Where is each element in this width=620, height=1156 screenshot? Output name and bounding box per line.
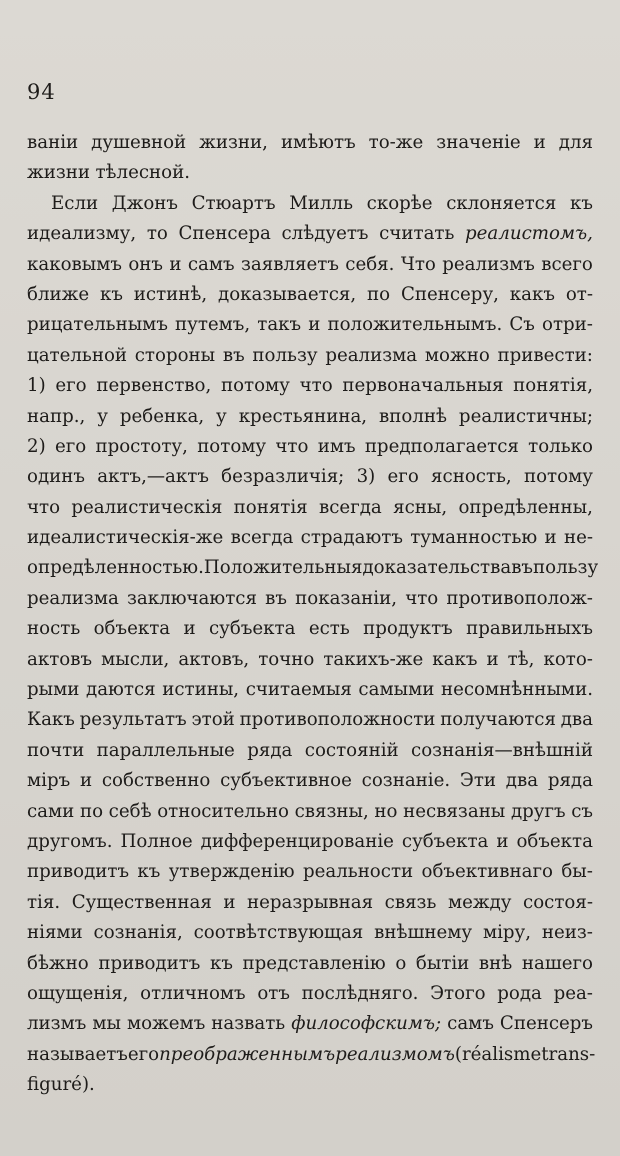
word: объекта: [516, 830, 593, 852]
word: субъекта: [401, 830, 489, 852]
word: къ: [569, 192, 593, 214]
word: заключаются: [127, 587, 257, 609]
word: Полное: [120, 830, 193, 852]
word: только: [528, 435, 593, 457]
word: сами: [27, 800, 75, 822]
word: от-: [565, 283, 593, 305]
text-line: [27, 493, 593, 523]
word: какъ: [509, 283, 555, 305]
word: у: [216, 405, 227, 427]
word: сознаніе.: [361, 770, 451, 792]
word: въ: [265, 587, 287, 609]
word: крестьянина,: [238, 405, 368, 427]
word: міру,: [482, 922, 532, 944]
page-body-text: [27, 128, 599, 1101]
word: его: [387, 466, 419, 488]
word: ребенка,: [119, 405, 205, 427]
word: доказывается,: [218, 283, 357, 305]
word: Спенсера: [178, 223, 271, 245]
word: и: [183, 618, 196, 640]
word: заявляетъ: [241, 253, 339, 275]
word: скорѣе: [366, 192, 433, 214]
word: ваніи: [27, 132, 79, 153]
word: Что: [400, 253, 436, 275]
word: неиз-: [541, 922, 593, 944]
word: получаются: [440, 709, 556, 731]
word: дифференцированіе: [200, 830, 394, 852]
word: не-: [563, 527, 593, 549]
word: этой: [191, 709, 235, 731]
word: и: [169, 253, 182, 275]
word: есть: [308, 618, 350, 640]
word: безразличія;: [221, 466, 345, 488]
word: то: [146, 223, 168, 245]
word: утвержденію: [168, 861, 295, 883]
word: къ: [99, 283, 123, 305]
word: можемъ: [126, 1013, 206, 1035]
word: объекта: [93, 618, 171, 640]
word: что: [405, 587, 439, 609]
word: у: [97, 405, 108, 427]
word: положительнымъ.: [327, 314, 503, 336]
text-line: [27, 341, 593, 371]
word: Если: [51, 192, 99, 214]
word: точно: [258, 648, 315, 670]
text-line: [27, 645, 593, 675]
word: что: [27, 496, 61, 518]
word: противополож-: [446, 587, 593, 609]
word: Существенная: [71, 891, 212, 913]
word: тія.: [27, 891, 61, 913]
word: доказательства: [362, 557, 512, 579]
word: потому: [197, 435, 267, 457]
word: продуктъ: [363, 618, 453, 640]
text-line: [27, 1070, 593, 1100]
word: актовъ: [27, 648, 93, 670]
word: простоту,: [95, 435, 188, 457]
word: и: [496, 830, 509, 852]
word: состояній: [304, 739, 399, 761]
word: туманностью: [410, 527, 538, 549]
word: страдаютъ: [300, 527, 403, 549]
word: реалистичны;: [458, 405, 593, 427]
word: по: [79, 800, 104, 822]
word: идеалистическія-же: [27, 527, 224, 549]
word: субъекта: [209, 618, 296, 640]
text-line: [27, 432, 593, 462]
word: потому: [220, 375, 290, 397]
word: рода: [497, 982, 542, 1004]
word: нашего: [521, 952, 593, 974]
word: жизни,: [199, 132, 268, 153]
word: съ: [571, 800, 593, 822]
word: параллельные: [96, 739, 235, 761]
word: ближе: [27, 283, 90, 305]
text-line: [27, 918, 593, 948]
word: (réalisme: [454, 1043, 542, 1065]
word: его: [54, 435, 87, 457]
word: бытіи: [415, 952, 470, 974]
word: тѣ,: [507, 648, 535, 670]
word: къ: [209, 952, 233, 974]
text-line: [27, 250, 593, 280]
word: Этого: [430, 982, 486, 1004]
word: реализма: [325, 344, 418, 366]
word: Милль: [289, 192, 353, 214]
word: реалистическія: [71, 496, 223, 518]
word: представленію: [242, 952, 386, 974]
word: для: [558, 132, 593, 153]
word: ощущенія,: [27, 982, 129, 1004]
word: опредѣленностью.: [27, 557, 204, 579]
word: несвязаны: [403, 800, 506, 822]
page-number: 94: [27, 80, 56, 104]
word: Спенсеру,: [400, 283, 499, 305]
text-line: [27, 371, 593, 401]
word: Джонъ: [111, 192, 178, 214]
word: назвать: [211, 1013, 286, 1035]
word: реальности: [302, 861, 414, 883]
word: всегда: [319, 496, 382, 518]
word: значеніе: [436, 132, 521, 153]
word: Съ: [509, 314, 535, 336]
word: міръ: [27, 770, 71, 792]
word: имъ: [317, 435, 356, 457]
word: себѣ: [108, 800, 152, 822]
word: ряда: [547, 770, 593, 792]
word: такъ: [257, 314, 302, 336]
word: и: [79, 770, 93, 792]
word: даются: [86, 679, 156, 701]
word: идеализму,: [27, 223, 137, 245]
word: 2): [27, 435, 46, 457]
word: сознанія,: [93, 922, 183, 944]
word: мысли,: [101, 648, 170, 670]
word: его: [127, 1043, 160, 1065]
word: но: [374, 800, 398, 822]
word: другомъ.: [27, 830, 113, 852]
text-line: [27, 705, 593, 735]
word: показаніи,: [295, 587, 398, 609]
word: всего: [541, 253, 593, 275]
word: считать: [379, 223, 455, 245]
word: отъ: [257, 982, 290, 1004]
word: считаемыя: [245, 679, 352, 701]
word: приводитъ: [27, 861, 130, 883]
word: душевной: [91, 132, 187, 153]
word: ность: [27, 618, 81, 640]
word: потому: [523, 466, 593, 488]
word: несомнѣнными.: [440, 679, 593, 701]
text-line: [27, 189, 593, 219]
word: имѣютъ: [280, 132, 356, 153]
word: одинъ: [27, 466, 85, 488]
text-line: [27, 949, 593, 979]
word: первенство,: [96, 375, 212, 397]
word: самыми: [358, 679, 435, 701]
word: два: [560, 709, 593, 731]
word: результатъ: [79, 709, 187, 731]
word: такихъ-же: [323, 648, 424, 670]
text-line: [27, 797, 593, 827]
word: какъ: [432, 648, 478, 670]
word: предполагается: [364, 435, 519, 457]
word: лизмъ: [27, 1013, 87, 1035]
text-line: [27, 675, 593, 705]
word: связны,: [294, 800, 369, 822]
word: по: [367, 283, 391, 305]
word: связь: [384, 891, 437, 913]
word: реализма: [27, 587, 119, 609]
word: состоя-: [523, 891, 593, 913]
word: почти: [27, 739, 85, 761]
word: путемъ,: [175, 314, 251, 336]
word: опредѣленны,: [458, 496, 593, 518]
word: пользу: [252, 344, 318, 366]
text-line: [27, 736, 593, 766]
word: trans-: [541, 1043, 596, 1065]
word: слѣдуетъ: [281, 223, 369, 245]
word: и: [486, 648, 499, 670]
word: пользу: [533, 557, 599, 579]
word: отличномъ: [140, 982, 246, 1004]
word: въ: [222, 344, 245, 366]
word: и: [223, 891, 236, 913]
word: реа-: [553, 982, 593, 1004]
word: понятія,: [513, 375, 593, 397]
word: приводитъ: [98, 952, 201, 974]
word: самъ: [187, 253, 235, 275]
word: первоначальныя: [342, 375, 504, 397]
word: ряда: [247, 739, 293, 761]
word: что: [275, 435, 309, 457]
word: сознанія—внѣшній: [411, 739, 593, 761]
word: привести:: [497, 344, 593, 366]
word: соотвѣтствующая: [193, 922, 364, 944]
text-line: [27, 614, 593, 644]
word: въ: [511, 557, 533, 579]
text-line: [27, 219, 593, 249]
text-line: [27, 766, 593, 796]
word: истинѣ,: [133, 283, 208, 305]
word: напр.,: [27, 405, 86, 427]
word: неразрывная: [247, 891, 374, 913]
word: правильныхъ: [466, 618, 593, 640]
word: реалистомъ,: [465, 223, 593, 245]
word: послѣдняго.: [301, 982, 419, 1004]
text-line: [27, 280, 593, 310]
word: другъ: [510, 800, 566, 822]
word: его: [55, 375, 87, 397]
word: мы: [92, 1013, 121, 1035]
word: актовъ,: [178, 648, 250, 670]
word: бы-: [561, 861, 593, 883]
text-line: [27, 1040, 596, 1070]
word: понятія: [233, 496, 308, 518]
word: собственно: [101, 770, 211, 792]
text-line: [27, 158, 593, 188]
text-line: [27, 462, 593, 492]
word: о: [395, 952, 407, 974]
word: рицательнымъ: [27, 314, 168, 336]
text-line: [27, 857, 593, 887]
word: Эти: [459, 770, 497, 792]
word: истины,: [162, 679, 240, 701]
word: относительно: [157, 800, 289, 822]
word: и: [544, 527, 557, 549]
text-line: [27, 310, 593, 340]
word: онъ: [128, 253, 163, 275]
word: figuré).: [27, 1074, 95, 1096]
word: можно: [424, 344, 490, 366]
text-line: [27, 979, 593, 1009]
word: стороны: [134, 344, 216, 366]
word: самъ: [447, 1013, 494, 1035]
word: цательной: [27, 344, 128, 366]
word: 3): [356, 466, 376, 488]
word: Положительныя: [203, 557, 363, 579]
text-line: [27, 523, 593, 553]
text-line: [27, 888, 593, 918]
word: рыми: [27, 679, 80, 701]
word: бѣжно: [27, 952, 89, 974]
text-line: [27, 827, 593, 857]
word: вполнѣ: [379, 405, 447, 427]
word: актъ,—актъ: [97, 466, 209, 488]
text-line: [27, 128, 593, 158]
word: всегда: [230, 527, 294, 549]
word: между: [447, 891, 512, 913]
word: тѣлесной.: [95, 162, 190, 184]
word: противоположности: [239, 709, 436, 731]
text-line: [27, 1009, 593, 1039]
word: называетъ: [27, 1043, 128, 1065]
word: Стюартъ: [191, 192, 276, 214]
text-line: [27, 402, 593, 432]
word: и: [308, 314, 321, 336]
word: внѣ: [478, 952, 513, 974]
word: преображеннымъ: [159, 1043, 336, 1065]
word: склоняется: [446, 192, 557, 214]
word: реализмъ: [442, 253, 535, 275]
word: то-же: [368, 132, 424, 153]
word: внѣшнему: [374, 922, 473, 944]
word: реализмомъ: [335, 1043, 455, 1065]
word: и: [533, 132, 546, 153]
word: жизни: [27, 162, 91, 184]
text-line: [27, 584, 593, 614]
word: субъективное: [220, 770, 352, 792]
word: къ: [137, 861, 161, 883]
word: что: [299, 375, 333, 397]
word: ясность,: [431, 466, 512, 488]
word: Спенсеръ: [499, 1013, 593, 1035]
word: себя.: [345, 253, 395, 275]
word: ясны,: [393, 496, 448, 518]
word: 1): [27, 375, 46, 397]
word: объективнаго: [421, 861, 553, 883]
word: кото-: [543, 648, 593, 670]
word: отри-: [542, 314, 593, 336]
word: два: [505, 770, 539, 792]
word: ніями: [27, 922, 83, 944]
word: каковымъ: [27, 253, 122, 275]
word: Какъ: [27, 709, 75, 731]
text-line: [27, 553, 599, 583]
word: философскимъ;: [291, 1013, 442, 1035]
